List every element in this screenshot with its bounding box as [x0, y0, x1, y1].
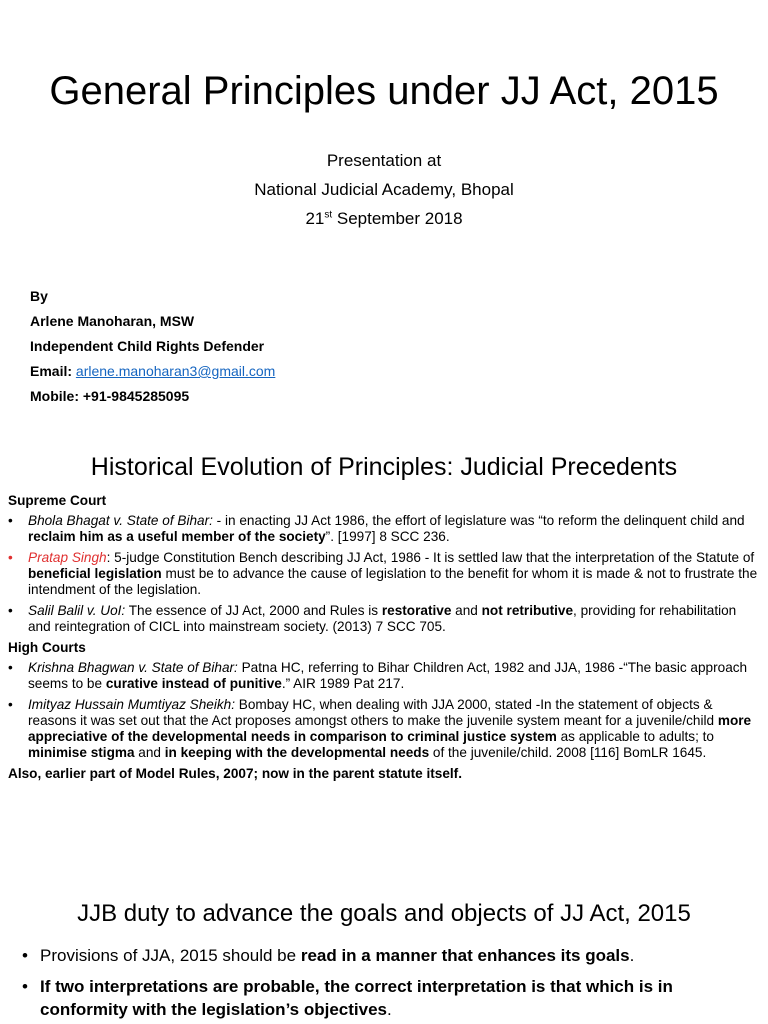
bold-text: not retributive — [481, 603, 574, 618]
bold-text: curative instead of punitive — [105, 676, 282, 691]
list-item — [8, 697, 760, 761]
text: : 5-judge Constitution Bench describing JJ Act, 1986 - It is settled law that the interpretation of the Statute of — [106, 550, 755, 565]
author-mobile: Mobile: +91-9845285095 — [30, 388, 190, 404]
list-item — [8, 513, 760, 545]
author-role: Independent Child Rights Defender — [30, 338, 265, 354]
text: Bombay HC, when dealing with JJA 2000, stated -In the statement of objects & reasons it was set out that the Act proposes amongst others to make the juvenile system meant for a juvenile/child — [28, 697, 718, 728]
slide-judicial-precedents — [0, 436, 768, 850]
bullet: • — [22, 977, 28, 996]
case-name: Imityaz Hussain Mumtiyaz Sheikh: — [28, 697, 235, 712]
precedents-title: Historical Evolution of Principles: Judicial Precedents — [90, 453, 678, 481]
text: .” AIR 1989 Pat 217. — [281, 676, 405, 691]
slide-title — [0, 0, 768, 430]
presentation-subtitle — [0, 146, 768, 233]
bold-text: read in a manner that enhances its goals — [300, 946, 630, 965]
text: Provisions of JJA, 2015 should be — [40, 946, 301, 965]
bullet: • — [8, 603, 13, 618]
text: must be to advance the cause of legislation to the benefit for whom it is made & not to frustrate the intendment of the legislation. — [28, 566, 758, 597]
bold-text: If two interpretations are probable, the correct interpretation is that which is in conformity with the legislation’s objectives — [40, 977, 673, 1019]
email-link[interactable]: arlene.manoharan3@gmail.com — [75, 363, 276, 379]
bold-text: restorative — [381, 603, 452, 618]
text: , providing for rehabilitation and reintegration of CICL into mainstream society. (2013) 7 SCC 705. — [28, 603, 737, 634]
list-item — [8, 603, 760, 635]
bullet: • — [8, 550, 13, 565]
text: Patna HC, referring to Bihar Children Act, 1982 and JJA, 1986 -“The basic approach seems to be — [28, 660, 748, 691]
list-item — [8, 550, 760, 598]
text: . — [387, 1000, 392, 1019]
supreme-court-heading: Supreme Court — [8, 493, 107, 508]
text: The essence of JJ Act, 2000 and Rules is — [125, 603, 382, 618]
case-name: Pratap Singh — [28, 550, 107, 565]
list-item — [22, 944, 752, 967]
bullet: • — [8, 660, 13, 675]
high-courts-heading: High Courts — [8, 640, 86, 655]
text: - in enacting JJ Act 1986, the effort of legislature was “to reform the delinquent child and — [216, 513, 745, 528]
jjb-duty-body — [22, 944, 752, 1024]
bullet: • — [8, 697, 13, 712]
text: as applicable to adults; to — [556, 729, 714, 744]
text: ”. [1997] 8 SCC 236. — [325, 529, 450, 544]
author-email — [30, 359, 275, 384]
date-day: 21 — [305, 209, 325, 228]
bold-text: beneficial legislation — [28, 566, 162, 581]
subtitle-line-2: National Judicial Academy, Bhopal — [254, 180, 514, 199]
bold-text: reclaim him as a useful member of the society — [28, 529, 326, 544]
author-name: Arlene Manoharan, MSW — [30, 313, 195, 329]
bold-text: minimise stigma — [28, 745, 135, 760]
presentation-date — [0, 204, 768, 233]
slide-jjb-duty — [0, 880, 768, 1024]
bold-text: in keeping with the developmental needs — [164, 745, 430, 760]
list-item — [8, 660, 760, 692]
by-label: By — [30, 288, 48, 304]
footer-note: Also, earlier part of Model Rules, 2007; now in the parent statute itself. — [8, 766, 462, 781]
author-block — [30, 284, 275, 409]
bullet: • — [8, 513, 13, 528]
jjb-duty-title: JJB duty to advance the goals and objects of JJ Act, 2015 — [77, 900, 691, 927]
text: . — [629, 946, 635, 965]
bold-text: more appreciative of the developmental needs in comparison to criminal justice system — [28, 713, 752, 744]
bullet: • — [22, 946, 28, 965]
text: of the juvenile/child. 2008 [116] BomLR 1645. — [429, 745, 707, 760]
case-name: Krishna Bhagwan v. State of Bihar: — [28, 660, 238, 675]
subtitle-line-1: Presentation at — [326, 151, 442, 170]
text: and — [134, 745, 165, 760]
precedents-body — [8, 490, 760, 782]
date-rest: September 2018 — [332, 209, 463, 228]
text: and — [451, 603, 482, 618]
email-label: Email: — [30, 363, 76, 379]
date-suffix: st — [324, 209, 333, 221]
presentation-title: General Principles under JJ Act, 2015 — [49, 69, 719, 113]
case-name: Bhola Bhagat v. State of Bihar: — [28, 513, 217, 528]
list-item — [22, 975, 752, 1021]
case-name: Salil Balil v. UoI: — [28, 603, 126, 618]
